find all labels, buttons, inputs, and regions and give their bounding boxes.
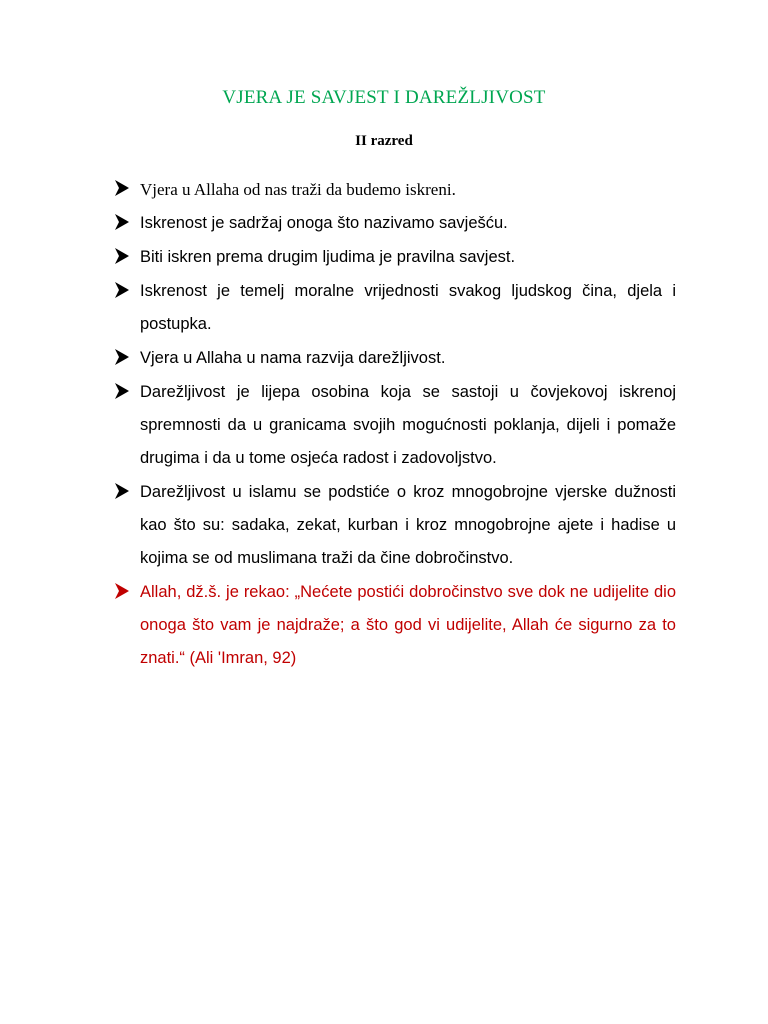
arrow-bullet-icon <box>114 178 132 200</box>
list-item-text: Iskrenost je temelj moralne vrijednosti svakog ljudskog čina, djela i postupka. <box>140 282 676 333</box>
arrow-bullet-icon <box>114 347 132 369</box>
arrow-bullet-icon <box>114 581 132 603</box>
list-item-text: Darežljivost je lijepa osobina koja se sastoji u čovjekovoj iskrenoj spremnosti da u granicama svojih mogućnosti poklanja, dijeli i pomaže drugima i da u tome osjeća radost i zadovoljstvo. <box>140 383 676 467</box>
arrow-bullet-icon <box>114 280 132 302</box>
quote-item <box>114 576 676 675</box>
page-title: VJERA JE SAVJEST I DAREŽLJIVOST <box>222 87 546 108</box>
page-subtitle: II razred <box>355 133 413 149</box>
arrow-bullet-icon <box>114 212 132 234</box>
list-item-text: Iskrenost je sadržaj onoga što nazivamo savješću. <box>140 214 508 232</box>
list-item <box>114 173 676 206</box>
list-item <box>114 241 676 274</box>
list-item <box>114 275 676 341</box>
list-item <box>114 207 676 240</box>
arrow-bullet-icon <box>114 246 132 268</box>
list-item <box>114 376 676 475</box>
arrow-bullet-icon <box>114 381 132 403</box>
arrow-bullet-icon <box>114 481 132 503</box>
quote-text: Allah, dž.š. je rekao: „Nećete postići dobročinstvo sve dok ne udijelite dio onoga što vam je najdraže; a što god vi udijelite, Allah će sigurno za to znati.“ (Ali 'Imran, 92) <box>140 583 676 667</box>
list-item-text: Darežljivost u islamu se podstiće o kroz mnogobrojne vjerske dužnosti kao što su: sadaka, zekat, kurban i kroz mnogobrojne ajete i hadise u kojima se od muslimana traži da čine dobročinstvo. <box>140 483 676 567</box>
list-item-text: Vjera u Allaha u nama razvija darežljivost. <box>140 349 446 367</box>
list-item-text: Biti iskren prema drugim ljudima je pravilna savjest. <box>140 248 516 266</box>
list-item <box>114 342 676 375</box>
bullet-list <box>114 173 676 676</box>
list-item <box>114 476 676 575</box>
list-item-text: Vjera u Allaha od nas traži da budemo iskreni. <box>140 180 456 199</box>
